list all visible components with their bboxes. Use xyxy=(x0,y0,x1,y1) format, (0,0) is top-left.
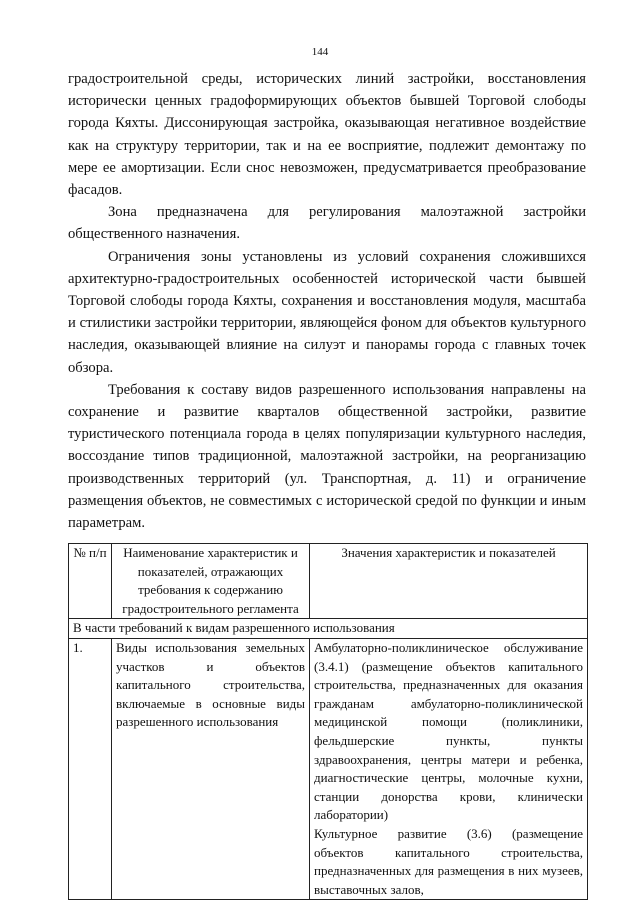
paragraph: Требования к составу видов разрешенного использования направлены на сохранение и развитие кварталов общественной застройки, развитие туристического потенциала города в целях популяризации культурного наследия, воссоздание типов традиционной, малоэтажной застройки, на реорганизацию производственных территорий (ул. Транспортная, д. 11) и ограничение размещения объектов, не совместимых с исторической средой по функции и иным параметрам. xyxy=(68,381,586,532)
header-name: Наименование характеристик и показателей, отражающих требования к содержанию градостроительного регламента xyxy=(112,544,310,619)
section-title: В части требований к видам разрешенного использования xyxy=(69,619,588,639)
table-section-row xyxy=(69,619,588,639)
paragraph: Ограничения зоны установлены из условий сохранения сложившихся архитектурно-градостроительных особенностей исторической части бывшей Торговой слободы города Кяхты, сохранения и восстановления модуля, масштаба и стилистики застройки территории, являющейся фоном для объектов культурного наследия, оказывающей влияние на силуэт и панорамы города с главных точек обзора. xyxy=(68,248,586,376)
paragraph: градостроительной среды, исторических линий застройки, восстановления исторически ценных градоформирующих объектов бывшей Торговой слободы города Кяхты. Диссонирующая застройка, оказывающая негативное воздействие как на структуру территории, так и на ее восприятие, подлежит демонтажу по мере ее амортизации. Если снос невозможен, предусматривается преобразование фасадов. xyxy=(68,71,586,199)
value-paragraph: Культурное развитие (3.6) (размещение объектов капитального строительства, предназначенных для размещения в них музеев, выставочных залов, xyxy=(314,825,583,897)
paragraph: Зона предназначена для регулирования малоэтажной застройки общественного назначения. xyxy=(68,204,586,243)
row-name: Виды использования земельных участков и объектов капитального строительства, включаемые в основные виды разрешенного использования xyxy=(112,638,310,899)
requirements-table xyxy=(68,543,588,900)
header-values: Значения характеристик и показателей xyxy=(310,544,588,619)
row-num: 1. xyxy=(69,638,112,899)
table-header-row xyxy=(69,544,588,619)
body-text xyxy=(68,68,586,534)
row-values xyxy=(310,638,588,899)
table-row xyxy=(69,638,588,899)
page-number: 144 xyxy=(311,46,329,58)
header-num: № п/п xyxy=(69,544,112,619)
value-paragraph: Амбулаторно-поликлиническое обслуживание (3.4.1) (размещение объектов капитального строительства, предназначенных для оказания гражданам амбулаторно-поликлинической медицинской помощи (поликлиники, фельдшерские пункты, пункты здравоохранения, центры матери и ребенка, диагностические центры, молочные кухни, станции донорства крови, клинически лаборатории) xyxy=(314,639,583,823)
